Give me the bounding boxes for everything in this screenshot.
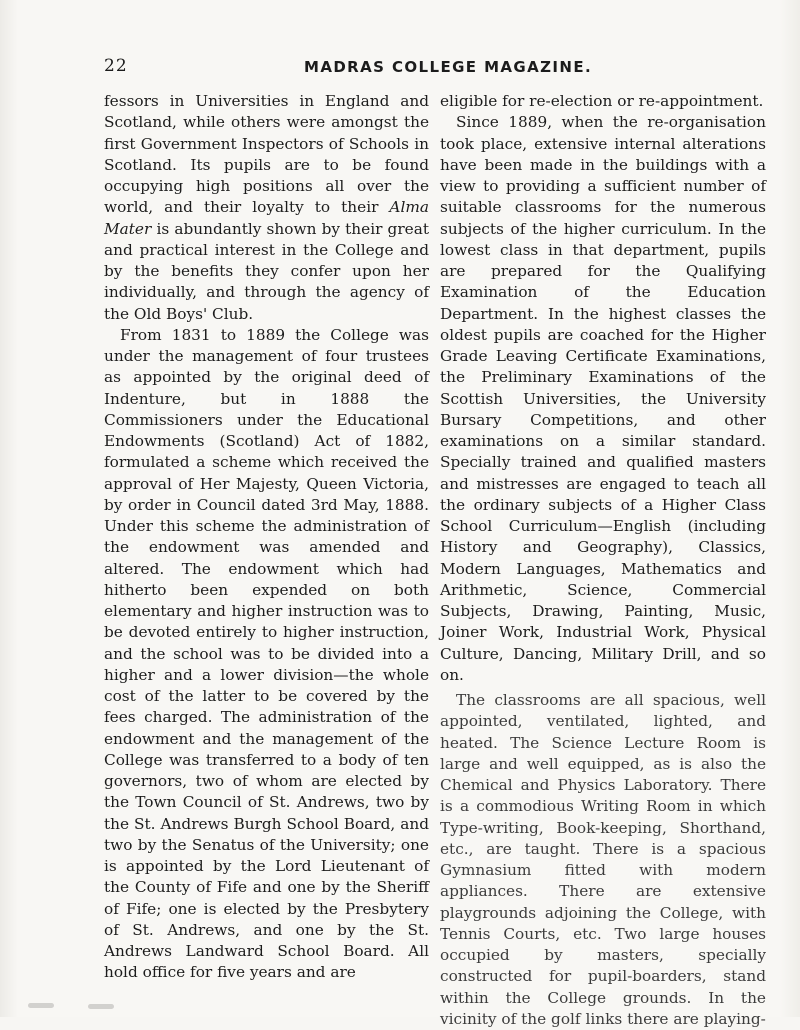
alumni-text: fessors in Universities in England and Scotland, while others were amongst the first Government Inspectors of Schools in Scotland. Its pupils are to be found occupying high positions all over the world, and their loyalty to their: [104, 92, 429, 217]
left-column: [104, 91, 429, 984]
alumni-text-end: is abundantly shown by their great and practical interest in the College and by the benefits they confer upon her individually, and through the agency of the Old Boys' Club.: [104, 219, 429, 323]
paragraph-classrooms: The classrooms are all spacious, well appointed, ventilated, lighted, and heated. The Science Lecture Room is large and well equipped, as is also the Chemical and Physics Laboratory. There is a commodious Writing Room in which Type-writing, Book-keeping, Shorthand, etc., are taught. There is a spacious Gymnasium fitted with modern appliances. There are extensive playgrounds adjoining the College, with Tennis Courts, etc. Two large houses occupied by masters, specially constructed for pupil-boarders, stand within the College grounds. In the vicinity of the golf links there are playing-: [440, 691, 766, 1028]
paragraph-management-history: From 1831 to 1889 the College was under the management of four trustees as appointed by the original deed of Indenture, but in 1888 the Commissioners under the Educational Endowments (Scotland) Act of 1882, formulated a scheme which received the approval of Her Majesty, Queen Victoria, by order in Council dated 3rd May, 1888. Under this scheme the administration of the endowment was amended and altered. The endowment which had hitherto been expended on both elementary and higher instruction was to be devoted entirely to higher instruction, and the school was to be divided into a higher and a lower division—the whole cost of the latter to be covered by the fees charged. The administration of the endowment and the management of the College was transferred to a body of ten governors, two of whom are elected by the Town Council of St. Andrews, two by the St. Andrews Burgh School Board, and two by the Senatus of the University; one is appointed by the Lord Lieutenant of the County of Fife and one by the Sheriff of Fife; one is elected by the Presbytery of St. Andrews, and one by the St. Andrews Landward School Board. All hold office for five years and are: [104, 325, 429, 982]
paragraph-reorganisation: Since 1889, when the re-organisation took place, extensive internal alterations have been made in the buildings with a view to providing a sufficient number of suitable classrooms for the numerous subjects of the higher curriculum. In the lowest class in that department, pupils are prepared for the Qualifying Examination of the Education Department. In the highest classes the oldest pupils are coached for the Higher Grade Leaving Certificate Examinations, the Preliminary Examinations of the Scottish Universities, the University Bursary Competitions, and other examinations on a similar standard. Specially trained and qualified masters and mistresses are engaged to teach all the ordinary subjects of a Higher Class School Curriculum—English (including History and Geography), Classics, Modern Languages, Mathematics and Arithmetic, Science, Commercial Subjects, Drawing, Painting, Music, Joiner Work, Industrial Work, Physical Culture, Dancing, Military Drill, and so on.: [440, 113, 766, 684]
page-edge-mark: [88, 1004, 114, 1009]
running-head: MADRAS COLLEGE MAGAZINE.: [304, 58, 593, 76]
page-number: 22: [104, 56, 128, 76]
page-header: [104, 56, 764, 82]
paragraph-eligibility: eligible for re-election or re-appointment.: [440, 92, 764, 110]
right-column: [440, 91, 766, 1030]
paragraph-alumni: [104, 91, 429, 325]
page-edge-mark: [28, 1003, 54, 1008]
alma-mater-italic: Alma Mater: [104, 198, 429, 238]
